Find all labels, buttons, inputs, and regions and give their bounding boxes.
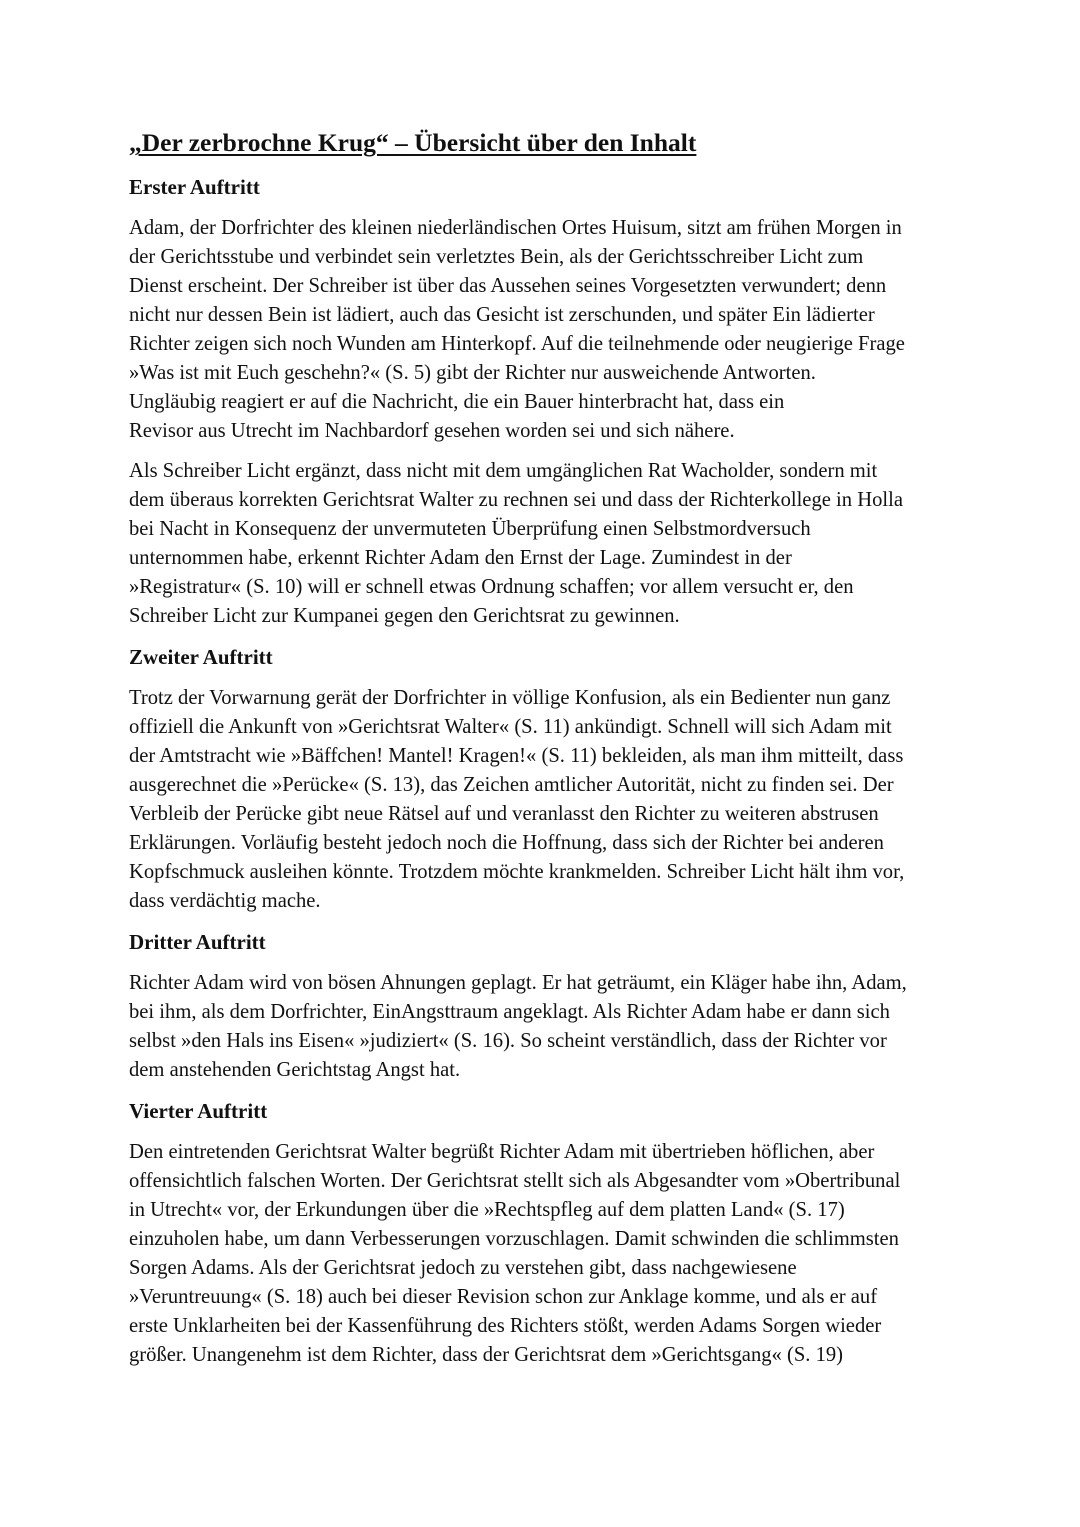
section-heading: Dritter Auftritt (129, 930, 266, 954)
section-4 (129, 1096, 959, 1370)
text-line: bei ihm, als dem Dorfrichter, EinAngsttraum angeklagt. Als Richter Adam habe er dann sich (129, 1001, 890, 1023)
text-line: Erklärungen. Vorläufig besteht jedoch noch die Hoffnung, dass sich der Richter bei anderen (129, 832, 884, 854)
text-line: Verbleib der Perücke gibt neue Rätsel auf und veranlasst den Richter zu weiteren abstrusen (129, 803, 879, 825)
text-line: Sorgen Adams. Als der Gerichtsrat jedoch zu verstehen gibt, dass nachgewiesene (129, 1257, 797, 1279)
text-line: erste Unklarheiten bei der Kassenführung des Richters stößt, werden Adams Sorgen wieder (129, 1315, 882, 1337)
paragraph (129, 1138, 959, 1370)
text-line: dem anstehenden Gerichtstag Angst hat. (129, 1059, 461, 1081)
text-line: Dienst erscheint. Der Schreiber ist über das Aussehen seines Vorgesetzten verwundert; denn (129, 275, 887, 297)
section-heading: Erster Auftritt (129, 175, 260, 199)
text-line: dass verdächtig mache. (129, 890, 321, 912)
paragraph (129, 969, 959, 1085)
section-1 (129, 172, 959, 631)
text-line: in Utrecht« vor, der Erkundungen über die »Rechtspfleg auf dem platten Land« (S. 17) (129, 1199, 845, 1221)
text-line: Richter Adam wird von bösen Ahnungen geplagt. Er hat geträumt, ein Kläger habe ihn, Adam, (129, 972, 907, 994)
section-2 (129, 642, 959, 916)
paragraph (129, 684, 959, 916)
text-line: Als Schreiber Licht ergänzt, dass nicht mit dem umgänglichen Rat Wacholder, sondern mit (129, 460, 878, 482)
document-title: „Der zerbrochne Krug“ – Übersicht über den Inhalt (129, 128, 697, 157)
text-line: selbst »den Hals ins Eisen« »judiziert« (S. 16). So scheint verständlich, dass der Richter vor (129, 1030, 887, 1052)
text-line: Adam, der Dorfrichter des kleinen niederländischen Ortes Huisum, sitzt am frühen Morgen in (129, 217, 902, 239)
section-3 (129, 927, 959, 1085)
text-line: dem überaus korrekten Gerichtsrat Walter zu rechnen sei und dass der Richterkollege in Holla (129, 489, 903, 511)
paragraph (129, 214, 959, 446)
text-line: der Amtstracht wie »Bäffchen! Mantel! Kragen!« (S. 11) bekleiden, als man ihm mitteilt, dass (129, 745, 904, 767)
text-line: offensichtlich falschen Worten. Der Gerichtsrat stellt sich als Abgesandter vom »Obertribunal (129, 1170, 901, 1192)
text-line: offiziell die Ankunft von »Gerichtsrat Walter« (S. 11) ankündigt. Schnell will sich Adam mit (129, 716, 892, 738)
text-line: Den eintretenden Gerichtsrat Walter begrüßt Richter Adam mit übertrieben höflichen, aber (129, 1141, 875, 1163)
text-line: der Gerichtsstube und verbindet sein verletztes Bein, als der Gerichtsschreiber Licht zum (129, 246, 864, 268)
text-line: Schreiber Licht zur Kumpanei gegen den Gerichtsrat zu gewinnen. (129, 605, 680, 627)
text-line: »Registratur« (S. 10) will er schnell etwas Ordnung schaffen; vor allem versucht er, den (129, 576, 854, 598)
text-line: bei Nacht in Konsequenz der unvermuteten Überprüfung einen Selbstmordversuch (129, 518, 811, 540)
text-line: ausgerechnet die »Perücke« (S. 13), das Zeichen amtlicher Autorität, nicht zu finden sei. Der (129, 774, 894, 796)
section-heading: Zweiter Auftritt (129, 645, 273, 669)
text-line: Trotz der Vorwarnung gerät der Dorfrichter in völlige Konfusion, als ein Bedienter nun ganz (129, 687, 891, 709)
text-line: nicht nur dessen Bein ist lädiert, auch das Gesicht ist zerschunden, und später Ein lädierter (129, 304, 875, 326)
document-page (129, 126, 959, 1381)
text-line: unternommen habe, erkennt Richter Adam den Ernst der Lage. Zumindest in der (129, 547, 792, 569)
text-line: Richter zeigen sich noch Wunden am Hinterkopf. Auf die teilnehmende oder neugierige Frage (129, 333, 905, 355)
text-line: »Veruntreuung« (S. 18) auch bei dieser Revision schon zur Anklage komme, und als er auf (129, 1286, 878, 1308)
text-line: größer. Unangenehm ist dem Richter, dass der Gerichtsrat dem »Gerichtsgang« (S. 19) (129, 1344, 844, 1366)
text-line: »Was ist mit Euch geschehn?« (S. 5) gibt der Richter nur ausweichende Antworten. (129, 362, 816, 384)
paragraph (129, 457, 959, 631)
text-line: Revisor aus Utrecht im Nachbardorf gesehen worden sei und sich nähere. (129, 420, 735, 442)
section-heading: Vierter Auftritt (129, 1099, 268, 1123)
text-line: Ungläubig reagiert er auf die Nachricht, die ein Bauer hinterbracht hat, dass ein (129, 391, 785, 413)
text-line: Kopfschmuck ausleihen könnte. Trotzdem möchte krankmelden. Schreiber Licht hält ihm vor, (129, 861, 905, 883)
text-line: einzuholen habe, um dann Verbesserungen vorzuschlagen. Damit schwinden die schlimmsten (129, 1228, 899, 1250)
